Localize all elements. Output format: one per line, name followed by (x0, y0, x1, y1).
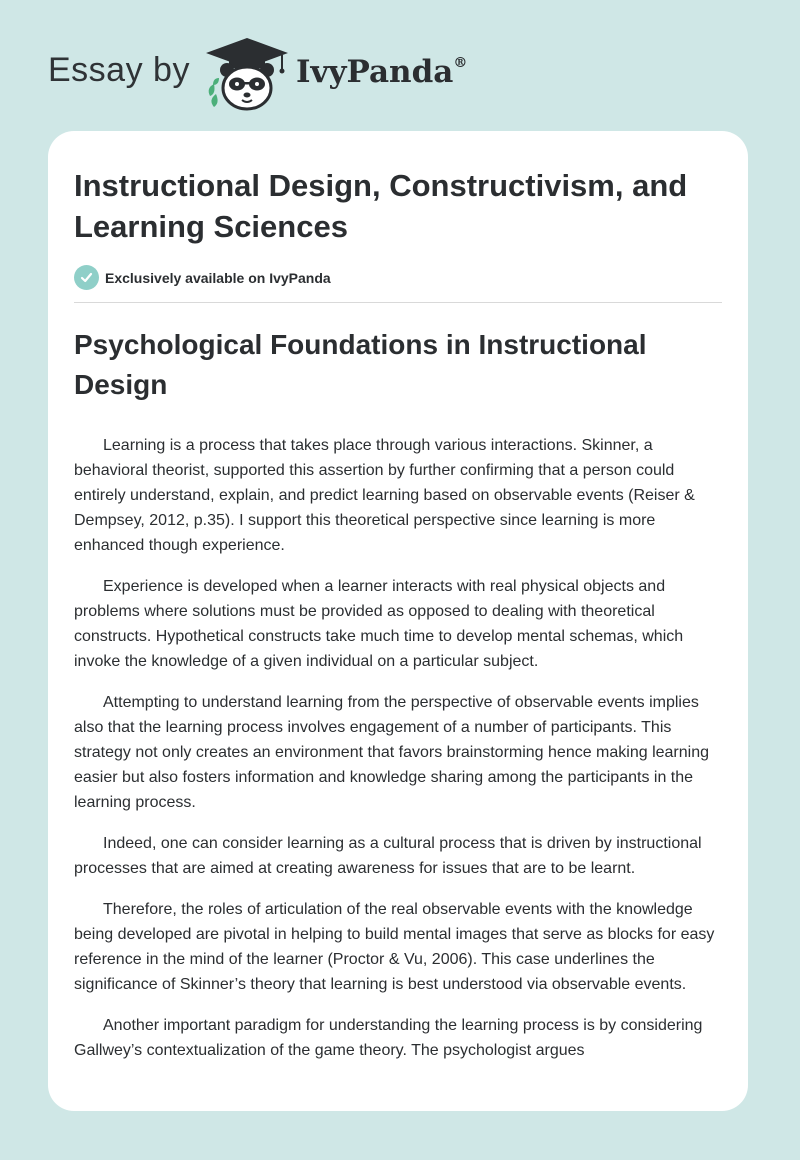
essay-body (74, 433, 722, 1063)
essay-by-label: Essay by (48, 50, 190, 89)
section-heading: Psychological Foundations in Instructional Design (74, 329, 647, 400)
check-circle-icon (74, 265, 99, 290)
paragraph: Learning is a process that takes place through various interactions. Skinner, a behavioral theorist, supported this assertion by further confirming that a person could entirely understand, explain, and predict learning based on observable events (Reiser & Dempsey, 2012, p.35). I support this theoretical perspective since learning is more enhanced though experience. (74, 437, 695, 554)
paragraph: Therefore, the roles of articulation of the real observable events with the knowledge being developed are pivotal in helping to build mental images that serve as blocks for easy reference in the mind of the learner (Proctor & Vu, 2006). This case underlines the significance of Skinner’s theory that learning is best understood via observable events. (74, 901, 715, 993)
paragraph: Experience is developed when a learner interacts with real physical objects and problems where solutions must be provided as opposed to dealing with theoretical constructs. Hypothetical constructs take much time to develop mental schemas, which invoke the knowledge of a given individual on a particular subject. (74, 578, 684, 670)
paragraph: Another important paradigm for understanding the learning process is by considering Gallwey’s contextualization of the game theory. The psychologist argues (74, 1017, 703, 1059)
exclusive-badge-label: Exclusively available on IvyPanda (105, 269, 331, 286)
exclusive-badge (74, 265, 722, 303)
paragraph: Attempting to understand learning from the perspective of observable events implies also that the learning process involves engagement of a number of participants. This strategy not only creates an environment that favors brainstorming hence making learning easier but also fosters information and knowledge sharing among the participants in the learning process. (74, 694, 710, 811)
trademark-symbol: ® (453, 54, 468, 71)
brand-name[interactable]: IvyPanda® (295, 54, 468, 90)
ivypanda-logo-icon[interactable] (202, 36, 292, 112)
paragraph: Indeed, one can consider learning as a cultural process that is driven by instructional processes that are aimed at creating awareness for issues that are to be learnt. (74, 835, 702, 877)
essay-title: Instructional Design, Constructivism, and Learning Sciences (74, 168, 688, 244)
site-header (48, 36, 467, 112)
essay-card (48, 131, 748, 1111)
